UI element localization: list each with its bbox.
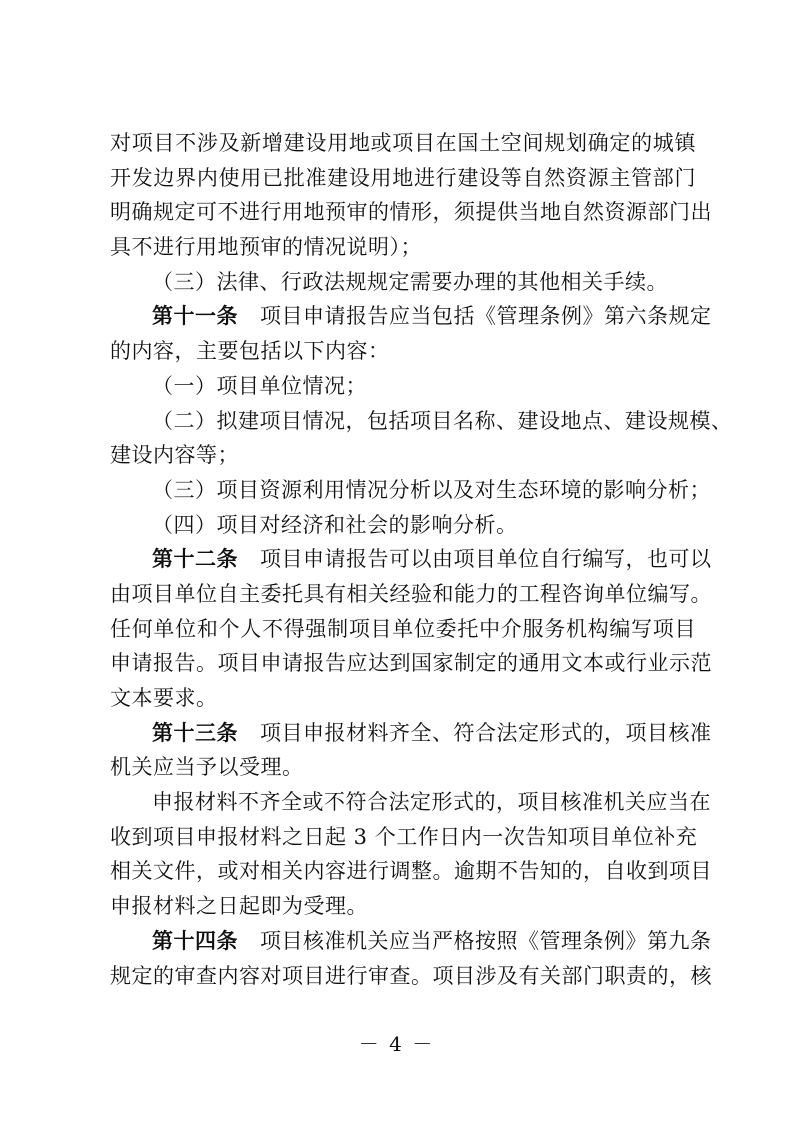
text-line: 由项目单位自主委托具有相关经验和能力的工程咨询单位编写。: [110, 581, 712, 606]
text-line: 明确规定可不进行用地预审的情形，须提供当地自然资源部门出: [110, 200, 712, 225]
page-number: － 4 －: [358, 1032, 435, 1056]
article-heading: 第十三条: [152, 720, 238, 745]
text-line: 任何单位和个人不得强制项目单位委托中介服务机构编写项目: [110, 616, 696, 641]
text-line: 具不进行用地预审的情况说明）；: [110, 235, 422, 260]
text-line: 对项目不涉及新增建设用地或项目在国土空间规划确定的城镇: [110, 131, 696, 155]
text-line: （三）法律、行政法规规定需要办理的其他相关手续。: [152, 269, 668, 294]
article-line: 第十二条 项目申请报告可以由项目单位自行编写，也可以: [152, 547, 712, 572]
list-item: （四）项目对经济和社会的影响分析。: [152, 512, 518, 537]
article-heading: 第十二条: [152, 547, 238, 572]
list-item: （一）项目单位情况；: [152, 373, 367, 398]
text-line: 开发边界内使用已批准建设用地进行建设等自然资源主管部门: [110, 165, 696, 190]
article-heading: 第十四条: [152, 928, 238, 953]
article-line: 第十四条 项目核准机关应当严格按照《管理条例》第九条: [152, 928, 712, 953]
article-line: 第十一条 项目申请报告应当包括《管理条例》第六条规定: [152, 304, 712, 329]
article-heading: 第十一条: [152, 304, 238, 329]
text-line: 申报材料之日起即为受理。: [110, 894, 368, 919]
article-line: 第十三条 项目申报材料齐全、符合法定形式的，项目核准: [152, 720, 712, 745]
list-item: （三）项目资源利用情况分析以及对生态环境的影响分析；: [152, 477, 711, 502]
text-line: 的内容，主要包括以下内容：: [110, 339, 390, 364]
document-body: [110, 126, 733, 993]
text-line: 申报材料不齐全或不符合法定形式的，项目核准机关应当在: [152, 790, 711, 815]
text-line: 建设内容等；: [110, 443, 239, 468]
list-item: （二）拟建项目情况，包括项目名称、建设地点、建设规模、: [152, 408, 733, 433]
text-line: 规定的审查内容对项目进行审查。项目涉及有关部门职责的，核: [110, 963, 712, 988]
text-line: 机关应当予以受理。: [110, 755, 304, 780]
text-line: 文本要求。: [110, 686, 218, 710]
text-line: 收到项目申报材料之日起 3 个工作日内一次告知项目单位补充: [110, 824, 698, 849]
text-line: 相关文件，或对相关内容进行调整。逾期不告知的，自收到项目: [110, 859, 712, 884]
text-line: 申请报告。项目申请报告应达到国家制定的通用文本或行业示范: [110, 651, 712, 676]
